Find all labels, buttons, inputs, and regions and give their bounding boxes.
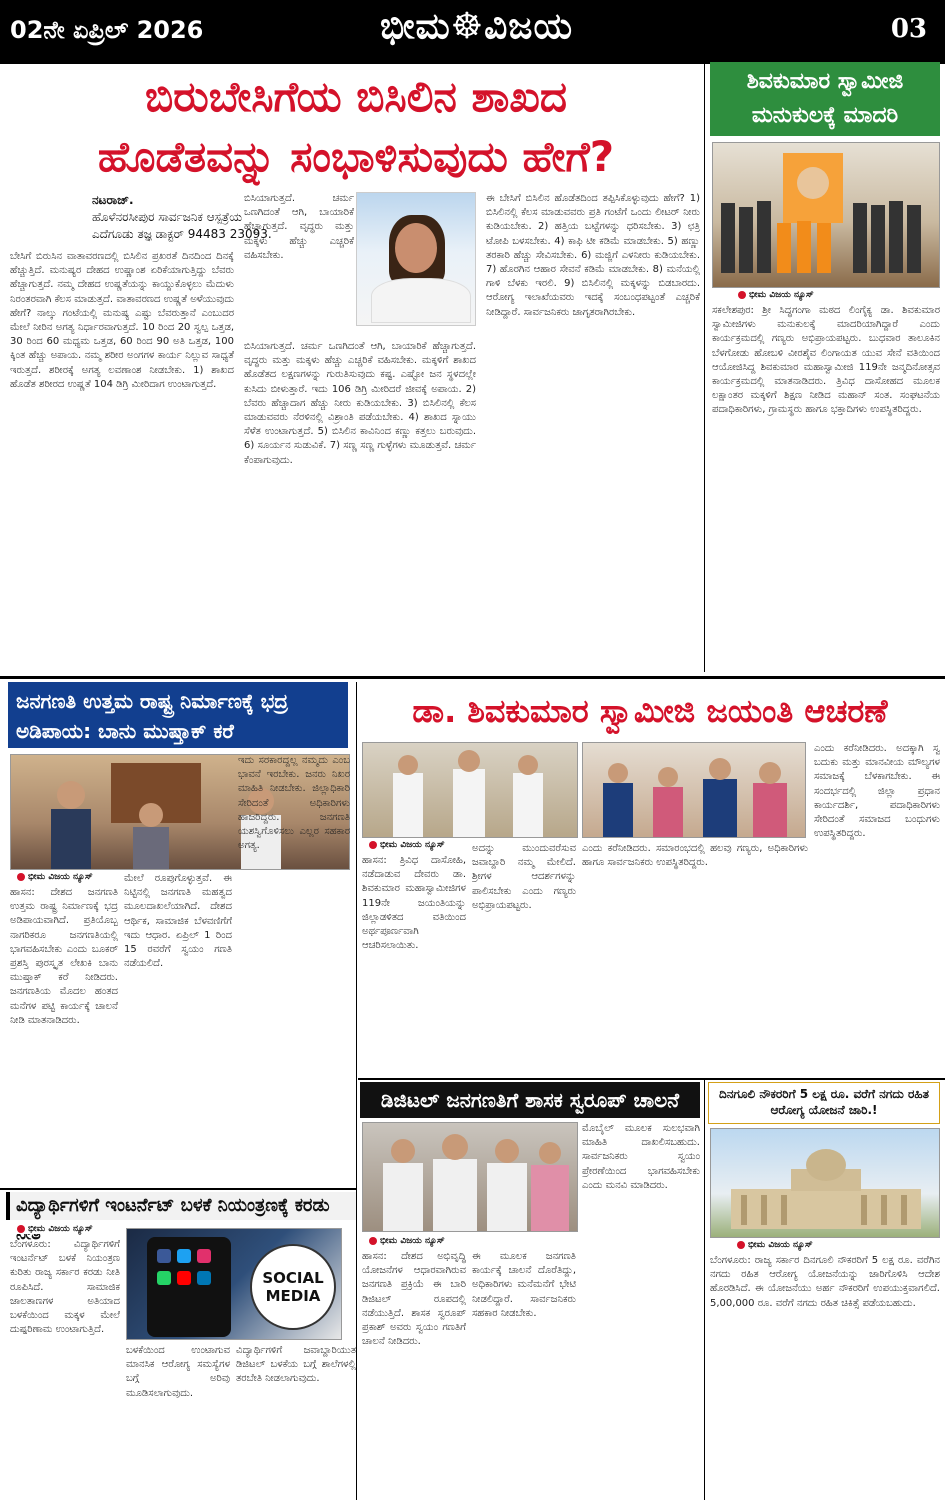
lead-author-role: ಹೊಳೆನರಸೀಪುರ ಸಾರ್ವಜನಿಕ ಆಸ್ಪತ್ರೆಯ [92,210,243,224]
section-divider-lower [358,1078,945,1080]
section-divider-left-lower [0,1188,356,1190]
facebook-icon [157,1249,171,1263]
section-divider [0,676,945,679]
social-media-label-2: MEDIA [265,1287,321,1305]
credit-bullet-icon [737,1241,745,1249]
credit-bullet-icon [369,1237,377,1245]
digital-census-credit-text: ಭೀಮ ವಿಜಯ ನ್ಯೂಸ್ [380,1236,445,1246]
lead-author-contact: ಎದೆಗೂಡು ತಜ್ಞ ಡಾಕ್ಟರ್ 94483 23093. [92,227,272,241]
lead-headline-line2: ಹೊಡೆತವನ್ನು ಸಂಭಾಳಿಸುವುದು ಹೇಗೆ? [97,132,615,181]
social-media-svg [127,1229,342,1340]
credit-bullet-icon [17,873,25,881]
swamiji-box-headline [710,62,940,136]
jayanti-column-4: ಎಂದು ಕರೆನೀಡಿದರು. ಅದಕ್ಕಾಗಿ ಸ್ವ ಬದುಕು ಮತ್ತು ಮಾನವೀಯ ಮೌಲ್ಯಗಳ ಸಮಾಜಕ್ಕೆ ಬೆಳಕಾಗಬೇಕು. ಈ ಸಂದರ್ಭದಲ್ಲಿ ಜಿಲ್ಲಾ ಪ್ರಧಾನ ಕಾರ್ಯದರ್ಶಿ, ಪದಾಧಿಕಾರಿಗಳು ಸೇರಿದಂತೆ ಸಮಾಜದ ಬಂಧುಗಳು ಉಪಸ್ಥಿತರಿದ್ದರು. [814,743,940,840]
jayanti-column-3: ಎಂದು ಕರೆನೀಡಿದರು. ಸಮಾರಂಭದಲ್ಲಿ ಹಲವು ಗಣ್ಯರು, ಅಧಿಕಾರಿಗಳು ಹಾಗೂ ಸಾರ್ವಜನಿಕರು ಉಪಸ್ಥಿತರಿದ್ದರು. [582,843,808,869]
youtube-icon [177,1271,191,1285]
credit-bullet-icon [369,841,377,849]
newspaper-title: ಭೀಮ☸ವಿಜಯ [380,6,574,47]
internet-column-3: ವಿದ್ಯಾರ್ಥಿಗಳಿಗೆ ಜವಾಬ್ದಾರಿಯುತ ಡಿಜಿಟಲ್ ಬಳಕೆಯ ಬಗ್ಗೆ ಶಾಲೆಗಳಲ್ಲಿ ತರಬೇತಿ ನೀಡಲಾಗುವುದು. [236,1345,356,1385]
page-number: 03 [890,14,927,44]
credit-bullet-icon [17,1225,25,1233]
census-column-2: ಮೇಲೆ ರೂಪುಗೊಳ್ಳುತ್ತವೆ. ಈ ನಿಟ್ಟಿನಲ್ಲಿ ಜನಗಣತಿ ಮಹತ್ವದ ಮೂಲದಾಖಲೆಯಾಗಿದೆ. ದೇಶದ ಆರ್ಥಿಕ, ಸಾಮಾಜಿಕ ಬೆಳವಣಿಗೆಗೆ ಇದು ಆಧಾರ. ಏಪ್ರಿಲ್ 1 ರಿಂದ 15 ರವರೆಗೆ ಸ್ವಯಂ ಗಣತಿ ನಡೆಯಲಿದೆ. [124,873,232,970]
jayanti-photo-2-svg [583,743,806,838]
digital-census-column-1: ಹಾಸನ: ದೇಶದ ಅಭಿವೃದ್ಧಿ ಯೋಜನೆಗಳ ಆಧಾರವಾಗಿರುವ ಜನಗಣತಿ ಪ್ರಕ್ರಿಯೆ ಈ ಬಾರಿ ಡಿಜಿಟಲ್ ರೂಪದಲ್ಲಿ ನಡೆಯುತ್ತಿದೆ. ಶಾಸಕ ಸ್ವರೂಪ್ ಪ್ರಕಾಶ್ ಅವರು ಸ್ವಯಂ ಗಣತಿಗೆ ಚಾಲನೆ ನೀಡಿದರು. [362,1251,466,1348]
vidhana-soudha-svg [711,1129,940,1238]
internet-credit [14,1224,96,1234]
jayanti-column-1: ಹಾಸನ: ತ್ರಿವಿಧ ದಾಸೋಹಿ, ನಡೆದಾಡುವ ದೇವರು ಡಾ. ಶಿವಕುಮಾರ ಮಹಾಸ್ವಾಮೀಜಿಗಳ 119ನೇ ಜಯಂತಿಯನ್ನು ಜಿಲ್ಲಾಡಳಿತದ ವತಿಯಿಂದ ಅರ್ಥಪೂರ್ಣವಾಗಿ ಆಚರಿಸಲಾಯಿತು. [362,855,466,952]
twitter-icon [177,1249,191,1263]
lead-column-2: ಬಿಸಿಯಾಗುತ್ತದೆ. ಚರ್ಮ ಒಣಗಿದಂತೆ ಆಗಿ, ಬಾಯಾರಿಕೆ ಹೆಚ್ಚಾಗುತ್ತದೆ. ವೃದ್ಧರು ಮತ್ತು ಮಕ್ಕಳು ಹೆಚ್ಚು ಎಚ್ಚರಿಕೆ ವಹಿಸಬೇಕು. ಮಕ್ಕಳಿಗೆ ಶಾಖದ ಹೊಡೆತದ ಲಕ್ಷಣಗಳನ್ನು ಗುರುತಿಸುವುದು ಕಷ್ಟ. ಎಷ್ಟೋ ಜನ ಸ್ಥಳದಲ್ಲೇ ಕುಸಿದು ಬೀಳುತ್ತಾರೆ. ಇದು 106 ಡಿಗ್ರಿ ಮೀರಿದರೆ ಜೀವಕ್ಕೆ ಅಪಾಯ. 2) ಬೆವರು ಹೆಚ್ಚಾದಾಗ ಹೆಚ್ಚು ನೀರು ಕುಡಿಯಬೇಕು. 3) ಬಿಸಿಲಿನಲ್ಲಿ ಕೆಲಸ ಮಾಡುವವರು ನೆರಳಿನಲ್ಲಿ ವಿಶ್ರಾಂತಿ ಪಡೆಯಬೇಕು. 4) ಶಾಖದ ಸ್ನಾಯು ಸೆಳೆತ ಉಂಟಾಗುತ್ತದೆ. 5) ಬಿಸಿಲಿನ ಕಾವಿನಿಂದ ಕಣ್ಣು ಕತ್ತಲು ಬರುವುದು. 6) ಸೂರ್ಯನ ಸುಡುವಿಕೆ. 7) ಸಣ್ಣ ಸಣ್ಣ ಗುಳ್ಳೆಗಳು ಮೂಡುತ್ತವೆ. ಚರ್ಮ ಕೆಂಪಾಗುವುದು. [244,341,476,466]
digital-census-column-2: ಮೊಬೈಲ್ ಮೂಲಕ ಸುಲಭವಾಗಿ ಮಾಹಿತಿ ದಾಖಲಿಸಬಹುದು. ಸಾರ್ವಜನಿಕರು ಸ್ವಯಂ ಪ್ರೇರಣೆಯಿಂದ ಭಾಗವಹಿಸಬೇಕು ಎಂದು ಮನವಿ ಮಾಡಿದರು. [582,1123,700,1191]
swamiji-title-line2: ಮನುಕುಲಕ್ಕೆ ಮಾದರಿ [751,103,899,128]
health-credit-text: ಭೀಮ ವಿಜಯ ನ್ಯೂಸ್ [748,1240,813,1250]
social-media-photo [126,1228,342,1340]
digital-census-credit [366,1236,448,1246]
lead-column-3: ಈ ಬೇಸಿಗೆ ಬಿಸಿಲಿನ ಹೊಡೆತದಿಂದ ತಪ್ಪಿಸಿಕೊಳ್ಳುವುದು ಹೇಗೆ? 1) ಬಿಸಿಲಿನಲ್ಲಿ ಕೆಲಸ ಮಾಡುವವರು ಪ್ರತಿ ಗಂಟೆಗೆ ಒಂದು ಲೀಟರ್ ನೀರು ಕುಡಿಯಬೇಕು. 2) ಹತ್ತಿಯ ಬಟ್ಟೆಗಳನ್ನು ಧರಿಸಬೇಕು. 3) ಛತ್ರಿ ಟೋಪಿ ಬಳಸಬೇಕು. 4) ಕಾಫಿ ಟೀ ಕಡಿಮೆ ಮಾಡಬೇಕು. 5) ಹಣ್ಣು ತರಕಾರಿ ಹೆಚ್ಚು ಸೇವಿಸಬೇಕು. 6) ಮಜ್ಜಿಗೆ ಎಳನೀರು ಕುಡಿಯಬೇಕು. 7) ಹೊರಗಿನ ಆಹಾರ ಸೇವನೆ ಕಡಿಮೆ ಮಾಡಬೇಕು. 8) ಮನೆಯಲ್ಲಿ ಗಾಳಿ ಬೆಳಕು ಇರಲಿ. 9) ಬಿಸಿಲಿನಲ್ಲಿ ಮಕ್ಕಳನ್ನು ಬಿಡಬಾರದು. ಆರೋಗ್ಯ ಇಲಾಖೆಯವರು ಇದಕ್ಕೆ ಸಂಬಂಧಪಟ್ಟಂತೆ ಎಚ್ಚರಿಕೆ ನೀಡಿದ್ದಾರೆ. ಸಾರ್ವಜನಿಕರು ಜಾಗೃತರಾಗಿರಬೇಕು. [486,193,700,318]
health-scheme-headline: ದಿನಗೂಲಿ ನೌಕರರಿಗೆ 5 ಲಕ್ಷ ರೂ. ವರೆಗೆ ನಗದು ರಹಿತ ಆರೋಗ್ಯ ಯೋಜನೆ ಜಾರಿ.! [708,1082,940,1124]
linkedin-icon [197,1271,211,1285]
jayanti-credit-text: ಭೀಮ ವಿಜಯ ನ್ಯೂಸ್ [380,840,445,850]
swamiji-event-photo [712,142,940,288]
lead-photo-woman-sun [356,192,476,326]
lead-column-1: ಬೇಸಿಗೆ ಬಿರುಸಿನ ವಾತಾವರಣದಲ್ಲಿ ಬಿಸಿಲಿನ ಪ್ರಖರತೆ ದಿನದಿಂದ ದಿನಕ್ಕೆ ಹೆಚ್ಚುತ್ತಿದೆ. ಮನುಷ್ಯರ ದೇಹದ ಉಷ್ಣಾಂಶ ಏರಿಕೆಯಾಗುತ್ತಿದ್ದು ಬೆವರು ಹೆಚ್ಚಾಗುತ್ತದೆ. ನಮ್ಮ ದೇಹದ ಉಷ್ಣತೆಯನ್ನು ಕಾಯ್ದುಕೊಳ್ಳಲು ಮೆದುಳು ನಿರಂತರವಾಗಿ ಕೆಲಸ ಮಾಡುತ್ತದೆ. ವಾತಾವರಣದ ಉಷ್ಣತೆ ಅಳೆಯುವುದು ಹೇಗೆ? ನಾಲ್ಕು ಗಂಟೆಯಲ್ಲಿ ಮನುಷ್ಯ ಎಷ್ಟು ಬೆವರುತ್ತಾನೆ ಎಂಬುದರ ಮೇಲೆ ನೀರಿನ ಅಗತ್ಯ ನಿರ್ಧಾರವಾಗುತ್ತದೆ. 10 ರಿಂದ 20 ಸ್ವಲ್ಪ ಒತ್ತಡ, 30 ರಿಂದ 60 ಮಧ್ಯಮ ಒತ್ತಡ, 60 ರಿಂದ 90 ಅತಿ ಒತ್ತಡ, 100 ಕ್ಕಿಂತ ಹೆಚ್ಚು ಅಪಾಯ. ನಮ್ಮ ಶರೀರ ಅಂಗಗಳ ಕಾರ್ಯ ನಿಲ್ಲುವ ಸಾಧ್ಯತೆ ಇರುತ್ತದೆ. ಶರೀರಕ್ಕೆ ಅಗತ್ಯ ಲವಣಾಂಶ ನೀಡಬೇಕು. 1) ಶಾಖದ ಹೊಡೆತ ಶರೀರದ ಉಷ್ಣತೆ 104 ಡಿಗ್ರಿ ಮೀರಿದಾಗ ಉಂಟಾಗುತ್ತದೆ. [10,251,234,390]
whatsapp-icon [157,1271,171,1285]
census-column-1: ಹಾಸನ: ದೇಶದ ಜನಗಣತಿ ಉತ್ತಮ ರಾಷ್ಟ್ರ ನಿರ್ಮಾಣಕ್ಕೆ ಭದ್ರ ಅಡಿಪಾಯವಾಗಿದೆ. ಪ್ರತಿಯೊಬ್ಬ ನಾಗರಿಕರೂ ಜನಗಣತಿಯಲ್ಲಿ ಭಾಗವಹಿಸಬೇಕು ಎಂದು ಬೂಕರ್ ಪ್ರಶಸ್ತಿ ಪುರಸ್ಕೃತ ಲೇಖಕಿ ಬಾನು ಮುಷ್ತಾಕ್ ಕರೆ ನೀಡಿದರು. ಜನಗಣತಿಯ ಮೊದಲ ಹಂತದ ಮನೆಗಳ ಪಟ್ಟಿ ಕಾರ್ಯಕ್ಕೆ ಚಾಲನೆ ನೀಡಿ ಮಾತನಾಡಿದರು. [10,887,118,1026]
census-column-3: ಇದು ಸರಕಾರದ್ದಲ್ಲ ನಮ್ಮದು ಎಂಬ ಭಾವನೆ ಇರಬೇಕು. ಜನರು ನಿಖರ ಮಾಹಿತಿ ನೀಡಬೇಕು. ಜಿಲ್ಲಾಧಿಕಾರಿ ಸೇರಿದಂತೆ ಅಧಿಕಾರಿಗಳು ಹಾಜರಿದ್ದರು. ಜನಗಣತಿ ಯಶಸ್ವಿಗೊಳಿಸಲು ಎಲ್ಲರ ಸಹಕಾರ ಅಗತ್ಯ. [238,755,350,852]
census-credit [14,872,96,882]
masthead [0,0,945,64]
internet-column-1: ಬೆಂಗಳೂರು: ವಿದ್ಯಾರ್ಥಿಗಳಿಗೆ ಇಂಟರ್ನೆಟ್ ಬಳಕೆ ನಿಯಂತ್ರಣ ಕುರಿತು ರಾಜ್ಯ ಸರ್ಕಾರ ಕರಡು ನೀತಿ ರೂಪಿಸಿದೆ. ಸಾಮಾಜಿಕ ಜಾಲತಾಣಗಳ ಅತಿಯಾದ ಬಳಕೆಯಿಂದ ಮಕ್ಕಳ ಮೇಲೆ ದುಷ್ಪರಿಣಾಮ ಉಂಟಾಗುತ್ತಿದೆ. [10,1239,120,1336]
health-body: ಬೆಂಗಳೂರು: ರಾಜ್ಯ ಸರ್ಕಾರ ದಿನಗೂಲಿ ನೌಕರರಿಗೆ 5 ಲಕ್ಷ ರೂ. ವರೆಗಿನ ನಗದು ರಹಿತ ಆರೋಗ್ಯ ಯೋಜನೆಯನ್ನು ಜಾರಿಗೊಳಿಸಿ ಆದೇಶ ಹೊರಡಿಸಿದೆ. ಈ ಯೋಜನೆಯು ಅರ್ಹ ನೌಕರರಿಗೆ ಉಪಯುಕ್ತವಾಗಲಿದೆ. 5,00,000 ರೂ. ವರೆಗೆ ನಗದು ರಹಿತ ಚಿಕಿತ್ಸೆ ಪಡೆಯಬಹುದು. [710,1255,940,1309]
census-credit-text: ಭೀಮ ವಿಜಯ ನ್ಯೂಸ್ [28,872,93,882]
swamiji-title-line1: ಶಿವಕುಮಾರ ಸ್ವಾಮೀಜಿ [746,69,904,94]
column-rule-right [704,62,705,672]
digital-census-headline: ಡಿಜಿಟಲ್ ಜನಗಣತಿಗೆ ಶಾಸಕ ಸ್ವರೂಪ್ ಚಾಲನೆ [360,1082,700,1118]
vidhana-soudha-photo [710,1128,940,1238]
lead-headline [10,70,702,184]
digital-census-photo [362,1122,578,1232]
swamiji-photo-svg [713,143,940,288]
internet-headline: ವಿದ್ಯಾರ್ಥಿಗಳಿಗೆ ಇಂಟರ್ನೆಟ್ ಬಳಕೆ ನಿಯಂತ್ರಣಕ್ಕೆ ಕರಡು [6,1192,356,1220]
lead-headline-line1: ಬಿರುಬೇಸಿಗೆಯ ಬಿಸಿಲಿನ ಶಾಖದ [144,72,568,121]
column-rule-right-bottom [704,1080,705,1500]
lead-column-2a: ಬಿಸಿಯಾಗುತ್ತದೆ. ಚರ್ಮ ಒಣಗಿದಂತೆ ಆಗಿ, ಬಾಯಾರಿಕೆ ಹೆಚ್ಚಾಗುತ್ತದೆ. ವೃದ್ಧರು ಮತ್ತು ಮಕ್ಕಳು ಹೆಚ್ಚು ಎಚ್ಚರಿಕೆ ವಹಿಸಬೇಕು. [244,193,354,261]
column-rule-left [356,682,357,1500]
jayanti-column-2: ಅದನ್ನು ಮುಂದುವರೆಸುವ ಜವಾಬ್ದಾರಿ ನಮ್ಮ ಮೇಲಿದೆ. ಶ್ರೀಗಳ ಆದರ್ಶಗಳನ್ನು ಪಾಲಿಸಬೇಕು ಎಂದು ಗಣ್ಯರು ಅಭಿಪ್ರಾಯಪಟ್ಟರು. [472,843,576,911]
swamiji-body: ಸಕಲೇಶಪುರ: ಶ್ರೀ ಸಿದ್ಧಗಂಗಾ ಮಠದ ಲಿಂಗೈಕ್ಯ ಡಾ. ಶಿವಕುಮಾರ ಸ್ವಾಮೀಜಿಗಳು ಮನುಕುಲಕ್ಕೆ ಮಾದರಿಯಾಗಿದ್ದಾರೆ ಎಂದು ಕಾರ್ಯಕ್ರಮದಲ್ಲಿ ಗಣ್ಯರು ಅಭಿಪ್ರಾಯಪಟ್ಟರು. ಬುಧವಾರ ತಾಲೂಕಿನ ಬೆಳಗೋಡು ಹೋಬಳಿ ವೀರಶೈವ ಲಿಂಗಾಯತ ಯುವ ಸೇನೆ ವತಿಯಿಂದ ಆಯೋಜಿಸಿದ್ದ ಶಿವಕುಮಾರ ಮಹಾಸ್ವಾಮೀಜಿ 119ನೇ ಜನ್ಮದಿನೋತ್ಸವ ಕಾರ್ಯಕ್ರಮದಲ್ಲಿ ಮಾತನಾಡಿದರು. ತ್ರಿವಿಧ ದಾಸೋಹದ ಮೂಲಕ ಲಕ್ಷಾಂತರ ಮಕ್ಕಳಿಗೆ ಶಿಕ್ಷಣ ನೀಡಿದ ಮಹಾನ್ ಸಂತ. ಸಂಘಟನೆಯ ಪದಾಧಿಕಾರಿಗಳು, ಗ್ರಾಮಸ್ಥರು ಹಾಗೂ ಭಕ್ತಾದಿಗಳು ಉಪಸ್ಥಿತರಿದ್ದರು. [712,305,940,416]
jayanti-credit [366,840,448,850]
lead-author: ನಟರಾಜ್. [92,193,134,207]
digital-census-photo-svg [363,1123,578,1232]
swamiji-credit-text: ಭೀಮ ವಿಜಯ ನ್ಯೂಸ್ [749,290,814,300]
issue-date: 02ನೇ ಏಪ್ರಿಲ್ 2026 [10,16,204,44]
jayanti-headline: ಡಾ. ಶಿವಕುಮಾರ ಸ್ವಾಮೀಜಿ ಜಯಂತಿ ಆಚರಣೆ [412,692,888,730]
internet-column-2: ಬಳಕೆಯಿಂದ ಉಂಟಾಗುವ ಮಾನಸಿಕ ಆರೋಗ್ಯ ಸಮಸ್ಯೆಗಳ ಬಗ್ಗೆ ಅರಿವು ಮೂಡಿಸಲಾಗುವುದು. [126,1345,230,1399]
health-credit [734,1240,816,1250]
internet-credit-text: ಭೀಮ ವಿಜಯ ನ್ಯೂಸ್ [28,1224,93,1234]
credit-bullet-icon [738,291,746,299]
digital-census-column-1b: ಈ ಮೂಲಕ ಜನಗಣತಿ ಕಾರ್ಯಕ್ಕೆ ಚಾಲನೆ ದೊರೆತಿದ್ದು, ಅಧಿಕಾರಿಗಳು ಮನೆಮನೆಗೆ ಭೇಟಿ ನೀಡಲಿದ್ದಾರೆ. ಸಾರ್ವಜನಿಕರು ಸಹಕಾರ ನೀಡಬೇಕು. [472,1251,576,1319]
instagram-icon [197,1249,211,1263]
social-media-label: SOCIAL [262,1269,324,1287]
jayanti-photo-1-svg [363,743,578,838]
census-headline: ಜನಗಣತಿ ಉತ್ತಮ ರಾಷ್ಟ್ರ ನಿರ್ಮಾಣಕ್ಕೆ ಭದ್ರ ಅಡಿಪಾಯ: ಬಾನು ಮುಷ್ತಾಕ್ ಕರೆ [8,682,348,748]
jayanti-photo-1 [362,742,578,838]
swamiji-credit [735,290,817,300]
jayanti-photo-2 [582,742,806,838]
